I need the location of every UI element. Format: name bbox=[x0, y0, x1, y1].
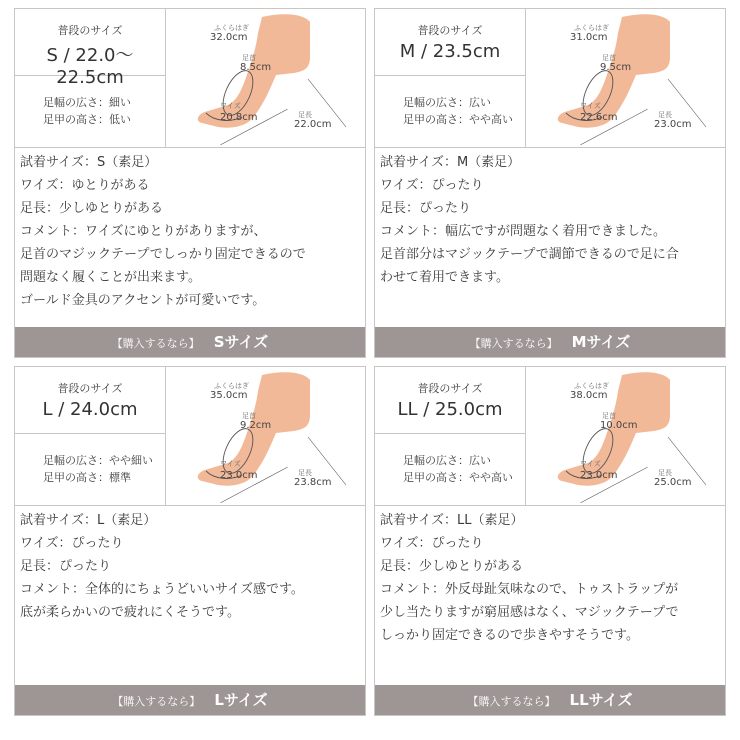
usual-size-value: S / 22.0〜22.5cm bbox=[46, 45, 134, 88]
instep-height-text: 足甲の高さ：やや高い bbox=[403, 113, 513, 126]
comment-line: 足長：ぴったり bbox=[20, 559, 112, 574]
instep-height-text: 足甲の高さ：標準 bbox=[43, 471, 131, 484]
ankle-value: 9.2cm bbox=[240, 420, 272, 431]
recommended-size: Mサイズ bbox=[571, 333, 631, 351]
comment-line: コメント：ワイズにゆとりがありますが、 bbox=[20, 224, 267, 239]
try-on-comments bbox=[20, 509, 365, 624]
comment-line: ワイズ：ぴったり bbox=[380, 178, 484, 193]
wise-label: ワイズ bbox=[580, 102, 601, 110]
foot-measurement-diagram bbox=[526, 367, 725, 505]
foot-illustration bbox=[526, 9, 725, 147]
calf-value: 31.0cm bbox=[570, 32, 608, 43]
length-value: 25.0cm bbox=[654, 477, 692, 488]
calf-value: 35.0cm bbox=[210, 390, 248, 401]
calf-value: 32.0cm bbox=[210, 32, 248, 43]
foot-measurement-diagram bbox=[166, 367, 365, 505]
buy-recommendation-bar bbox=[15, 685, 365, 715]
comment-line: 足首のマジックテープでしっかり固定できるので bbox=[20, 247, 306, 262]
ankle-label: 足首 bbox=[602, 412, 616, 420]
usual-size-value: L / 24.0cm bbox=[42, 399, 138, 420]
calf-value: 38.0cm bbox=[570, 390, 608, 401]
comment-line: 試着サイズ：S（素足） bbox=[20, 155, 158, 170]
usual-size-label: 普段のサイズ bbox=[57, 24, 123, 37]
usual-size-label: 普段のサイズ bbox=[57, 382, 123, 395]
usual-size-value: LL / 25.0cm bbox=[397, 399, 503, 420]
ankle-value: 9.5cm bbox=[600, 62, 632, 73]
foot-shape-box bbox=[375, 76, 526, 147]
foot-illustration bbox=[166, 367, 365, 505]
foot-illustration bbox=[166, 9, 365, 147]
comment-line: コメント：全体的にちょうどいいサイズ感です。 bbox=[20, 582, 304, 597]
recommended-size: Sサイズ bbox=[213, 333, 269, 351]
comment-line: 足長：ぴったり bbox=[380, 201, 472, 216]
comment-line: 底が柔らかいので疲れにくそうです。 bbox=[20, 605, 240, 620]
foot-shape-box bbox=[15, 434, 166, 505]
size-review-card bbox=[374, 8, 726, 358]
try-on-comments bbox=[20, 151, 365, 312]
length-value: 23.8cm bbox=[294, 477, 332, 488]
ankle-label: 足首 bbox=[602, 54, 616, 62]
buy-prefix: 【購入するなら】 bbox=[469, 337, 558, 350]
comment-line: 試着サイズ：L（素足） bbox=[20, 513, 157, 528]
wise-value: 20.8cm bbox=[220, 112, 258, 123]
try-on-comments bbox=[380, 509, 725, 647]
foot-width-text: 足幅の広さ：細い bbox=[43, 96, 131, 109]
comment-line: ワイズ：ぴったり bbox=[380, 536, 484, 551]
length-label: 足長 bbox=[658, 111, 672, 119]
buy-recommendation-bar bbox=[375, 327, 725, 357]
card-header bbox=[375, 367, 725, 506]
comment-line: 足首部分はマジックテープで調節できるので足に合 bbox=[380, 247, 679, 262]
ankle-value: 10.0cm bbox=[600, 420, 638, 431]
buy-prefix: 【購入するなら】 bbox=[112, 695, 201, 708]
size-review-card bbox=[14, 366, 366, 716]
usual-size-box bbox=[15, 367, 166, 434]
comment-line: 試着サイズ：LL（素足） bbox=[380, 513, 524, 528]
length-label: 足長 bbox=[658, 469, 672, 477]
ankle-label: 足首 bbox=[242, 412, 256, 420]
buy-prefix: 【購入するなら】 bbox=[467, 695, 556, 708]
recommended-size: LLサイズ bbox=[569, 691, 633, 709]
comment-line: 試着サイズ：M（素足） bbox=[380, 155, 521, 170]
usual-size-box bbox=[375, 9, 526, 76]
usual-size-label: 普段のサイズ bbox=[417, 382, 483, 395]
calf-label: ふくらはぎ bbox=[214, 382, 249, 390]
comment-line: 足長：少しゆとりがある bbox=[380, 559, 524, 574]
card-header bbox=[375, 9, 725, 148]
recommended-size: Lサイズ bbox=[214, 691, 268, 709]
length-value: 22.0cm bbox=[294, 119, 332, 130]
comment-line: 少し当たりますが窮屈感はなく、マジックテープで bbox=[380, 605, 679, 620]
comment-line: ワイズ：ぴったり bbox=[20, 536, 124, 551]
length-label: 足長 bbox=[298, 111, 312, 119]
buy-recommendation-bar bbox=[15, 327, 365, 357]
comment-line: しっかり固定できるので歩きやすそうです。 bbox=[380, 628, 639, 643]
foot-measurement-diagram bbox=[166, 9, 365, 147]
instep-height-text: 足甲の高さ：低い bbox=[43, 113, 131, 126]
wise-value: 23.0cm bbox=[220, 470, 258, 481]
foot-width-text: 足幅の広さ：広い bbox=[403, 96, 491, 109]
comment-line: 問題なく履くことが出来ます。 bbox=[20, 270, 201, 285]
length-value: 23.0cm bbox=[654, 119, 692, 130]
comment-line: 足長：少しゆとりがある bbox=[20, 201, 164, 216]
foot-illustration bbox=[526, 367, 725, 505]
card-header bbox=[15, 9, 365, 148]
buy-prefix: 【購入するなら】 bbox=[111, 337, 200, 350]
comment-line: わせて着用できます。 bbox=[380, 270, 509, 285]
size-review-card bbox=[374, 366, 726, 716]
calf-label: ふくらはぎ bbox=[214, 24, 249, 32]
foot-shape-box bbox=[375, 434, 526, 505]
usual-size-box bbox=[375, 367, 526, 434]
buy-recommendation-bar bbox=[375, 685, 725, 715]
ankle-value: 8.5cm bbox=[240, 62, 272, 73]
foot-width-text: 足幅の広さ：広い bbox=[403, 454, 491, 467]
wise-label: ワイズ bbox=[580, 460, 601, 468]
usual-size-box bbox=[15, 9, 166, 88]
wise-label: ワイズ bbox=[220, 102, 241, 110]
card-header bbox=[15, 367, 365, 506]
usual-size-label: 普段のサイズ bbox=[417, 24, 483, 37]
wise-value: 23.0cm bbox=[580, 470, 618, 481]
comment-line: コメント：外反母趾気味なので、トゥストラップが bbox=[380, 582, 679, 597]
ankle-label: 足首 bbox=[242, 54, 256, 62]
size-review-card bbox=[14, 8, 366, 358]
foot-shape-box bbox=[15, 76, 166, 147]
try-on-comments bbox=[380, 151, 725, 289]
calf-label: ふくらはぎ bbox=[574, 24, 609, 32]
comment-line: ゴールド金具のアクセントが可愛いです。 bbox=[20, 293, 266, 308]
foot-width-text: 足幅の広さ：やや細い bbox=[43, 454, 153, 467]
comment-line: ワイズ：ゆとりがある bbox=[20, 178, 150, 193]
instep-height-text: 足甲の高さ：やや高い bbox=[403, 471, 513, 484]
calf-label: ふくらはぎ bbox=[574, 382, 609, 390]
comment-line: コメント：幅広ですが問題なく着用できました。 bbox=[380, 224, 667, 239]
wise-value: 22.6cm bbox=[580, 112, 618, 123]
foot-measurement-diagram bbox=[526, 9, 725, 147]
length-label: 足長 bbox=[298, 469, 312, 477]
usual-size-value: M / 23.5cm bbox=[399, 41, 501, 62]
wise-label: ワイズ bbox=[220, 460, 241, 468]
